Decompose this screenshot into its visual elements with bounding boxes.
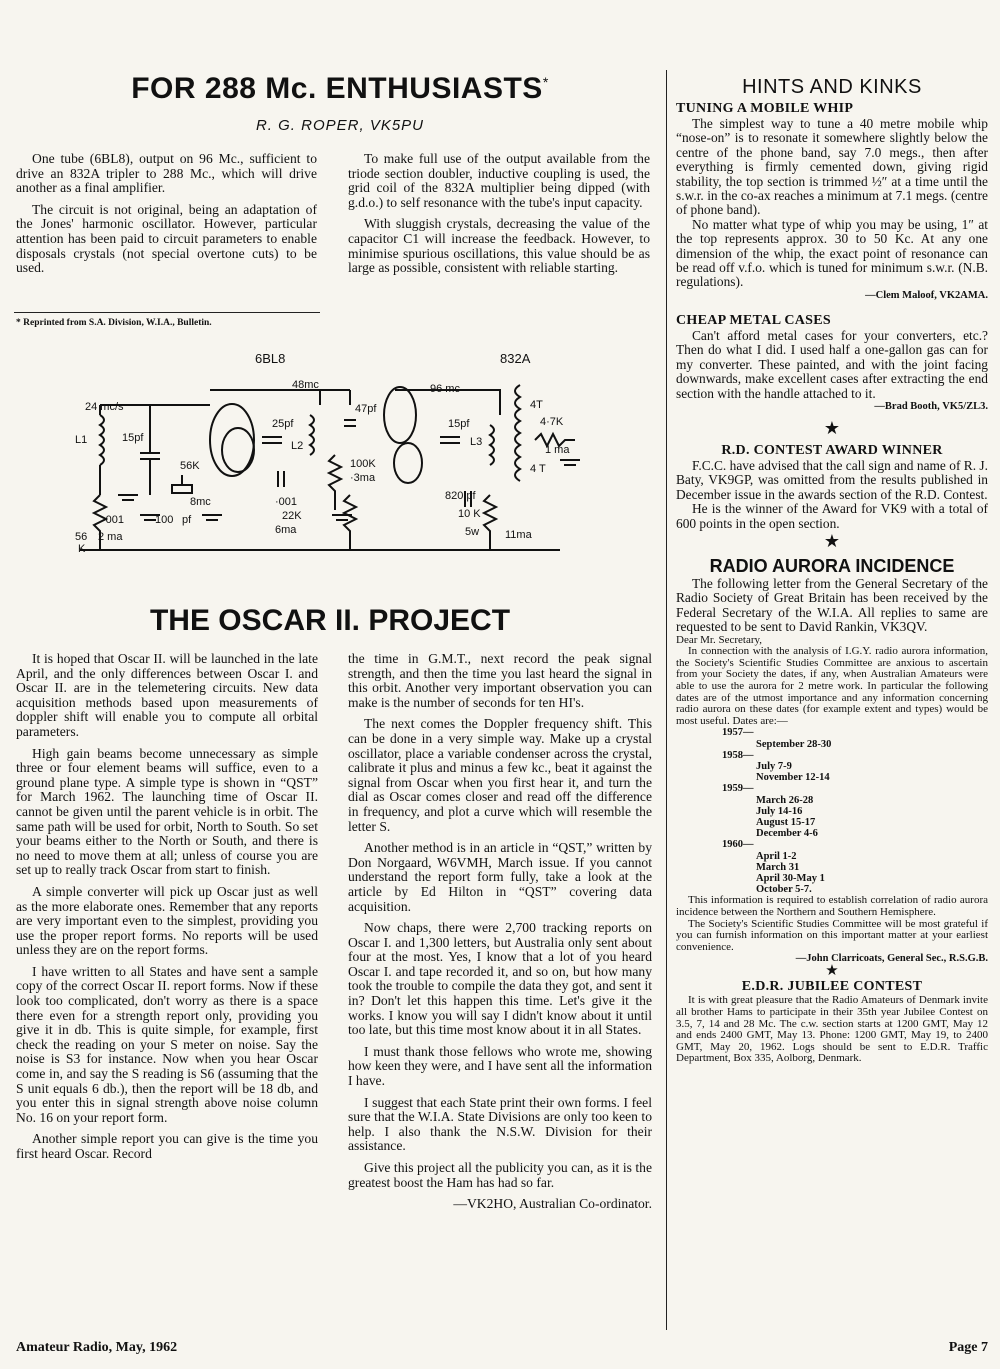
rd-heading: R.D. CONTEST AWARD WINNER xyxy=(721,442,943,458)
date-year: 1957— xyxy=(722,727,754,739)
label-2ma: 2 ma xyxy=(98,531,123,543)
edr-body xyxy=(676,995,988,1065)
label-l3: L3 xyxy=(470,436,483,448)
article-title-text: FOR 288 Mc. ENTHUSIASTS xyxy=(131,72,543,105)
article-byline: R. G. ROPER, VK5PU xyxy=(255,117,425,134)
whip-body xyxy=(676,117,988,290)
label-10k: 10 K xyxy=(458,508,481,520)
label-l2: L2 xyxy=(291,440,304,452)
date-entry: April 30-May 1 xyxy=(756,872,825,884)
date-entry: April 1-2 xyxy=(756,850,797,862)
paragraph: F.C.C. have advised that the call sign and name of R. J. Baty, VK9GP, was omitted from the results published in December issue in the awards section of the R.D. Contest. xyxy=(676,457,988,502)
aurora-title: RADIO AURORA INCIDENCE xyxy=(709,555,955,576)
footnote-marker: * xyxy=(542,74,549,90)
sidebar xyxy=(676,76,988,1065)
column-divider xyxy=(666,70,667,1330)
label-001: ·001 xyxy=(102,514,125,526)
label-24mcs: 24 mc/s xyxy=(85,401,124,413)
article1-column-2 xyxy=(348,152,650,283)
label-48mc: 48mc xyxy=(292,379,319,391)
label-25pf: 25pf xyxy=(272,418,294,430)
label-15pf: 15pf xyxy=(122,432,144,444)
paragraph: A simple converter will pick up Oscar just as well as the more elaborate ones. Remember that any reports are very important even to the simplest, providing you use the proper report forms. No reports will be used unless they are on the report forms. xyxy=(16,883,318,958)
paragraph: Another method is in an article in “QST,” written by Don Norgaard, W6VMH, March issue. If you cannot understand the report form fully, take a look at the article by Ed Hilton in “QST” covering data acquisition. xyxy=(348,840,652,914)
cases-signature: —Brad Booth, VK5/ZL3. xyxy=(874,400,988,412)
aurora-intro xyxy=(676,577,988,635)
paragraph: I suggest that each State print their own forms. I feel sure that the W.I.A. State Divisions are only too keen to help. I also thank the N.S.W. Division for their assistance. xyxy=(348,1094,652,1154)
date-entry: December 4-6 xyxy=(756,828,818,840)
label-pf: pf xyxy=(182,514,192,526)
paragraph: I must thank those fellows who wrote me, showing how keen they were, and I have sent all the information I have. xyxy=(348,1043,652,1089)
label-6ma: 6ma xyxy=(275,524,297,536)
circuit-schematic xyxy=(60,345,580,570)
label-3ma: ·3ma xyxy=(350,472,376,484)
date-entry: August 15-17 xyxy=(756,816,816,828)
paragraph: The following letter from the General Secretary of the Radio Society of Great Britain has been received by the Federal Secretary of the W.I.A. All replies to same are requested to be sent to David Rankin, VK3QV. xyxy=(676,575,988,635)
paragraph: Now chaps, there were 2,700 tracking reports on Oscar I. and 1,300 letters, but Australia only sent about four at the most. Yes, I know that a lot of you heard Oscar I. and tape recorded it, and so on, but how many took the trouble to compile the data they got, and sent it in? Don't let this happen this time. Let's give it the works. I know you will say I didn't know about it until too late, but this time most know about it in all States. xyxy=(348,920,652,1038)
label-5w: 5w xyxy=(465,526,480,538)
paragraph: He is the winner of the Award for VK9 with a total of 600 points in the open section. xyxy=(676,501,988,531)
label-832a: 832A xyxy=(500,351,531,366)
date-entry: September 28-30 xyxy=(756,738,832,750)
label-8mc: 8mc xyxy=(190,496,211,508)
letter-salutation: Dear Mr. Secretary, xyxy=(676,633,763,646)
label-6bl8: 6BL8 xyxy=(255,351,286,366)
date-entry: October 5-7. xyxy=(756,884,812,896)
label-l1: L1 xyxy=(75,434,88,446)
footer-publication: Amateur Radio, May, 1962 xyxy=(16,1340,178,1355)
paragraph: Give this project all the publicity you can, as it is the greatest boost the Ham has had so far. xyxy=(348,1160,652,1190)
letter-signature: —John Clarricoats, General Sec., R.S.G.B. xyxy=(795,953,988,965)
paragraph: The circuit is not original, being an adaptation of the Jones' harmonic oscillator. However, particular attention has been paid to circuit parameters to enable disposals crystals (not special overtone cuts) to be used. xyxy=(16,201,317,276)
label-4t-b: 4 T xyxy=(530,463,546,475)
label-47pf: 47pf xyxy=(355,403,377,415)
article2-column-2 xyxy=(348,652,652,1219)
paragraph: Another simple report you can give is the time you first heard Oscar. Record xyxy=(16,1131,318,1161)
star-divider: ★ xyxy=(823,530,841,551)
label-96mc: 96 mc xyxy=(430,383,460,395)
whip-heading: TUNING A MOBILE WHIP xyxy=(676,101,854,116)
label-820pf: 820 pf xyxy=(445,490,476,502)
date-entry: March 31 xyxy=(756,861,800,873)
paragraph: One tube (6BL8), output on 96 Mc., sufficient to drive an 832A tripler to 288 Mc., which will drive another as a final amplifier. xyxy=(16,151,317,196)
article1-column-1 xyxy=(16,152,317,283)
date-year: 1959— xyxy=(722,783,754,795)
edr-heading: E.D.R. JUBILEE CONTEST xyxy=(741,979,923,995)
rd-body xyxy=(676,459,988,531)
label-k: K xyxy=(78,543,86,555)
date-year: 1958— xyxy=(722,749,754,761)
star-divider: ★ xyxy=(823,417,841,438)
paragraph: No matter what type of whip you may be using, 1″ at the top represents approx. 30 to 50 Kc. At any one dimension of the whip, the exact point of resonance can be read off v.f.o. which is tuned for minimum s.w.r. (N.B. regulations). xyxy=(676,216,988,290)
paragraph: Can't afford metal cases for your converters, etc.? Then do what I did. I used half a one-gallon gas can for my converter. These painted, and with the joint facing downwards, make excellent cases after extracting the end section with the handle attached to it. xyxy=(676,327,988,401)
label-1ma: 1 ma xyxy=(545,444,570,456)
article2-column-1 xyxy=(16,652,318,1169)
article-title-oscar: THE OSCAR II. PROJECT xyxy=(149,604,511,637)
article-title-288mc xyxy=(100,72,580,106)
paragraph: the time in G.M.T., next record the peak signal strength, and then the time you last heard the signal in this orbit. Another very important observation you can make is the number of seconds for ten HI's. xyxy=(348,651,652,710)
date-entry: November 12-14 xyxy=(756,772,830,784)
aurora-letter-closing xyxy=(676,895,988,953)
label-100: 100 xyxy=(155,514,174,526)
footer-page-number: Page 7 xyxy=(948,1340,988,1355)
paragraph: In connection with the analysis of I.G.Y. radio aurora information, the Society's Scientific Studies Committee are anxious to ascertain from your Society the dates, if any, when Australian Amateurs were able to use the aurora for 2 metre work. In particular the following dates are of the utmost importance and any information concerning radio aurora on these dates (for example extent and types) would be most useful. Dates are:— xyxy=(676,645,988,727)
paragraph: To make full use of the output available from the triode section doubler, inductive coupling is used, the grid coil of the 832A multiplier being dipped (with g.d.o.) to self resonance with the tube's input capacity. xyxy=(348,151,650,210)
signature: —VK2HO, Australian Co-ordinator. xyxy=(453,1196,652,1212)
paragraph: It is hoped that Oscar II. will be launched in the late April, and the only differences between Oscar I. and Oscar II. are in the telemetering circuits. New data acquisition methods based upon measurements of doppler shift will enable you to compute all orbital parameters. xyxy=(16,651,318,739)
star-divider: ★ xyxy=(825,963,839,980)
label-100k: 100K xyxy=(350,458,376,470)
paragraph: The next comes the Doppler frequency shift. This can be done in a very simple way. Make up a crystal oscillator, place a variable condenser across the crystal, calibrate it plus and minus a few kc., beat it against the signal from Oscar when you first hear it, and turn the dial as Oscar comes closer and read off the difference in frequency, and plot a curve which will resemble the letter S. xyxy=(348,716,652,834)
whip-signature: —Clem Maloof, VK2AMA. xyxy=(865,289,988,301)
label-15pf-b: 15pf xyxy=(448,418,470,430)
label-4t: 4T xyxy=(530,399,543,411)
date-entry: March 26-28 xyxy=(756,794,814,806)
aurora-letter xyxy=(676,635,988,728)
paragraph: With sluggish crystals, decreasing the value of the capacitor C1 will increase the feedback. However, to minimise spurious oscillations, this value should be as large as possible, consistent with reliable starting. xyxy=(348,216,650,276)
label-11ma: 11ma xyxy=(505,529,532,541)
paragraph: The Society's Scientific Studies Committee will be most grateful if you can furnish information on this important matter at your earliest convenience. xyxy=(676,917,988,953)
label-001-b: ·001 xyxy=(275,496,298,508)
label-56: 56 xyxy=(75,531,88,543)
paragraph: It is with great pleasure that the Radio Amateurs of Denmark invite all brother Hams to participate in their 35th year Jubilee Contest on 3.5, 7, 14 and 28 Mc. The c.w. section starts at 1200 GMT, May 12 and ends 2400 GMT, May 13. Phone: 1200 GMT, May 19, to 2400 GMT, May 20, 1962. Logs should be sent to E.D.R. Traffic Department, Box 335, Aolborg, Denmark. xyxy=(676,994,988,1065)
cases-heading: CHEAP METAL CASES xyxy=(676,312,831,328)
paragraph: This information is required to establish correlation of radio aurora incidence between the Northern and Southern Hemisphere. xyxy=(676,894,988,918)
cases-body xyxy=(676,329,988,401)
date-entry: July 7-9 xyxy=(756,760,792,772)
paragraph: The simplest way to tune a 40 metre mobile whip “nose-on” is to resonate it somewhere slightly below the centre of the phone band, say 7.0 megs., then after everything is firmly cemented down, giving rigid stability, the top section is trimmed ½″ at a time until the s.w.r. in the co-ax reaches a minimum at 7.1 megs. (centre of phone band). xyxy=(676,116,988,218)
date-entry: July 14-16 xyxy=(756,805,803,817)
date-year: 1960— xyxy=(722,839,754,851)
paragraph: High gain beams become unnecessary as simple three or four element beams will suffice, even to a ground plane type. A simple type is shown in “QST” for March 1962. The launching time of Oscar II. cannot be given until the parent vehicle is in orbit. The same path will be used for orbit, North to South. So set your beams either to the North or South, and there is no need to move them at all; unless of course you are set up to really track Oscar from start to finish. xyxy=(16,745,318,878)
label-47k: 4·7K xyxy=(540,416,564,428)
paragraph: I have written to all States and have sent a sample copy of the correct Oscar II. report forms. Now if these look too complicated, don't worry as there is a space there even for a strength report only, providing you give it in db. This is quite simple, for example, first check the reading on your S meter on noise. Say the noise is S3 for instance. Now when you hear Oscar come in, and say the S reading is S6 (assuming that the S unit equals 6 db.), then the report will be 18 db, and you enter this in signal strength above noise column No. 16 on your report form. xyxy=(16,963,318,1125)
label-22k: 22K xyxy=(282,510,302,522)
footnote: * Reprinted from S.A. Division, W.I.A., Bulletin. xyxy=(16,318,212,328)
aurora-dates xyxy=(722,727,988,895)
hints-title: HINTS AND KINKS xyxy=(742,76,922,98)
label-56k: 56K xyxy=(180,460,200,472)
footnote-divider xyxy=(14,312,320,313)
